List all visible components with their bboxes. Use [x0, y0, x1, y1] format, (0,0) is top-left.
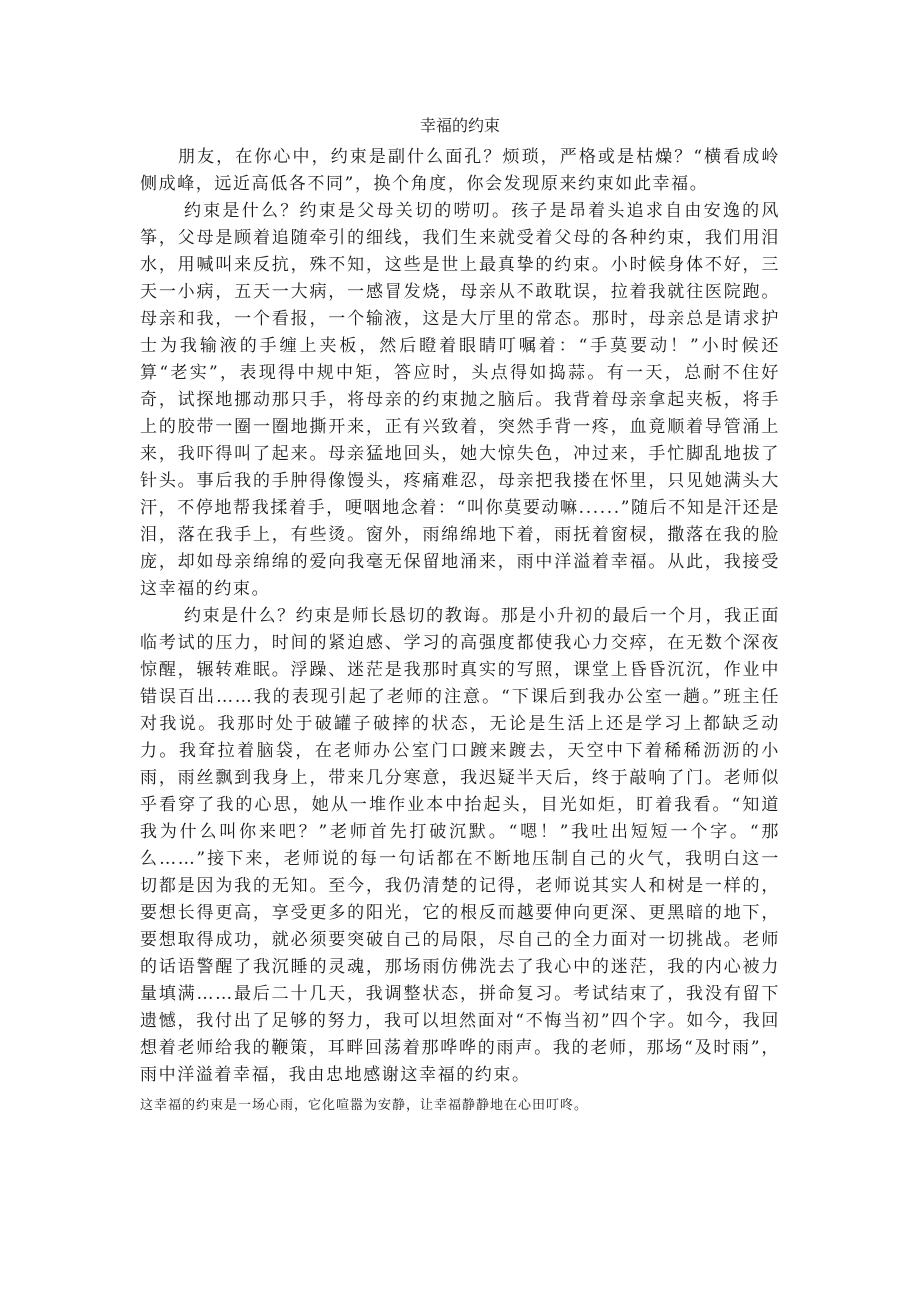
paragraph-teacher: 约束是什么？约束是师长恳切的教诲。那是小升初的最后一个月，我正面临考试的压力，时间的紧迫感、学习的高强度都使我心力交瘁，在无数个深夜惊醒，辗转难眠。浮躁、迷茫是我那时真实的写照，课堂上昏昏沉沉，作业中错误百出……我的表现引起了老师的注意。“下课后到我办公室一趟。”班主任对我说。我那时处于破罐子破摔的状态，无论是生活上还是学习上都缺乏动力。我耷拉着脑袋，在老师办公室门口踱来踱去，天空中下着稀稀沥沥的小雨，雨丝飘到我身上，带来几分寒意，我迟疑半天后，终于敲响了门。老师似乎看穿了我的心思，她从一堆作业本中抬起头，目光如炬，盯着我看。“知道我为什么叫你来吧？”老师首先打破沉默。“嗯！”我吐出短短一个字。“那么……”接下来，老师说的每一句话都在不断地压制自己的火气，我明白这一切都是因为我的无知。至今，我仍清楚的记得，老师说其实人和树是一样的，要想长得更高，享受更多的阳光，它的根反而越要伸向更深、更黑暗的地下，要想取得成功，就必须要突破自己的局限，尽自己的全力面对一切挑战。老师的话语警醒了我沉睡的灵魂，那场雨仿佛洗去了我心中的迷茫，我的内心被力量填满……最后二十几天，我调整状态，拼命复习。考试结束了，我没有留下遗憾，我付出了足够的努力，我可以坦然面对“不悔当初”四个字。如今，我回想着老师给我的鞭策，耳畔回荡着那哗哗的雨声。我的老师，那场“及时雨”，雨中洋溢着幸福，我由忠地感谢这幸福的约束。 — [140, 606, 780, 1085]
document-page — [140, 112, 780, 1117]
paragraph-intro: 朋友，在你心中，约束是副什么面孔？烦琐，严格或是枯燥？“横看成岭侧成峰，远近高低各不同”，换个角度，你会发现原来约束如此幸福。 — [140, 147, 780, 194]
closing-line: 这幸福的约束是一场心雨，它化喧嚣为安静，让幸福静静地在心田叮咚。 — [140, 1098, 589, 1113]
document-title: 幸福的约束 — [419, 116, 500, 135]
paragraph-parents: 约束是什么？约束是父母关切的唠叨。孩子是昂着头追求自由安逸的风筝，父母是顾着追随牵引的细线，我们生来就受着父母的各种约束，我们用泪水，用喊叫来反抗，殊不知，这些是世上最真挚的约束。小时候身体不好，三天一小病，五天一大病，一感冒发烧，母亲从不敢耽误，拉着我就往医院跑。母亲和我，一个看报，一个输液，这是大厅里的常态。那时，母亲总是请求护士为我输液的手缠上夹板，然后瞪着眼睛叮嘱着：“手莫要动！”小时候还算“老实”，表现得中规中矩，答应时，头点得如捣蒜。有一天，总耐不住好奇，试探地挪动那只手，将母亲的约束抛之脑后。我背着母亲拿起夹板，将手上的胶带一圈一圈地撕开来，正有兴致着，突然手背一疼，血竟顺着导管涌上来，我吓得叫了起来。母亲猛地回头，她大惊失色，冲过来，手忙脚乱地拔了针头。事后我的手肿得像馒头，疼痛难忍，母亲把我搂在怀里，只见她满头大汗，不停地帮我揉着手，哽咽地念着：“叫你莫要动嘛......”随后不知是汗还是泪，落在我手上，有些烫。窗外，雨绵绵地下着，雨抚着窗棂，撒落在我的脸庞，却如母亲绵绵的爱向我毫无保留地涌来，雨中洋溢着幸福。从此，我接受这幸福的约束。 — [140, 201, 780, 599]
